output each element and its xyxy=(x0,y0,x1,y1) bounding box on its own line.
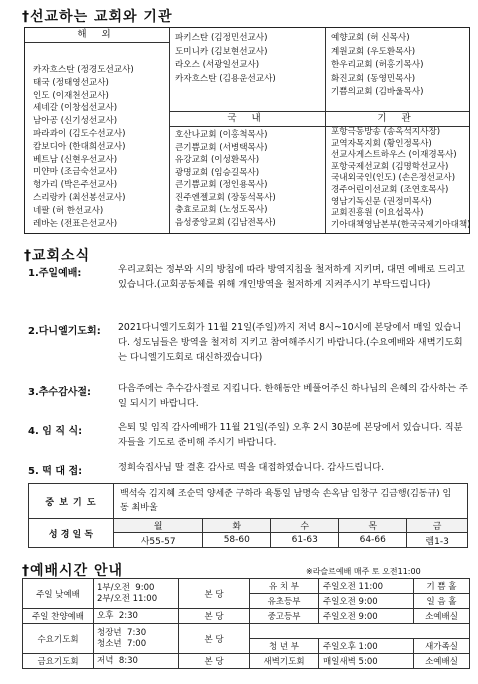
list-item: 남아공 (신기성선교사) xyxy=(33,116,118,127)
reading-label: 성 경 일 독 xyxy=(29,519,114,548)
chapter-mon: 사55-57 xyxy=(114,533,203,548)
list-item: 선교사게스트하우스 (이재경목사) xyxy=(331,150,457,161)
day-thu: 목 xyxy=(339,519,407,533)
list-item: 도미니카 (김보현선교사) xyxy=(175,46,268,57)
list-item: 태국 (정태영선교사) xyxy=(33,77,109,88)
list-item: 예향교회 (허 신목사) xyxy=(331,33,410,43)
list-item: 한우리교회 (허홍기목사) xyxy=(331,60,424,70)
schedule-left-time: 1부/오전 9:00 2부/오전 11:00 xyxy=(94,579,179,609)
schedule-table xyxy=(22,578,470,669)
schedule-right-time: 주일오후 1:00 xyxy=(319,639,414,654)
news-item-label: 4. 임 직 식: xyxy=(28,426,83,437)
chapter-tue: 58-60 xyxy=(203,533,271,548)
list-item: 레바논 (전표은선교사) xyxy=(33,218,118,229)
chapter-wed: 61-63 xyxy=(271,533,339,548)
schedule-right-name: 청 년 부 xyxy=(250,639,319,654)
list-item: 호산나교회 (이홍척목사) xyxy=(175,130,268,140)
schedule-left-time: 저녁 8:30 xyxy=(94,654,179,669)
list-item: 충효로교회 (노성도목사) xyxy=(175,205,268,215)
list-item: 카자흐스탄 (정경도선교사) xyxy=(33,65,134,75)
prayer-table xyxy=(28,483,468,548)
domestic-header: 국 내 xyxy=(169,111,325,127)
list-item: 큰기쁨교회 (서병택목사) xyxy=(175,142,268,153)
list-item: 미얀마 (조금숙선교사) xyxy=(33,167,118,178)
schedule-spacer xyxy=(250,624,470,639)
list-item: 포항극동방송 (송옥석지사장) xyxy=(331,127,441,137)
day-wed: 수 xyxy=(271,519,339,533)
schedule-right-name: 유초등부 xyxy=(250,594,319,609)
list-item: 인도 (이재천선교사) xyxy=(33,90,109,101)
overseas-header: 해 외 xyxy=(25,28,169,43)
news-item-label: 3.추수감사절: xyxy=(28,387,92,398)
schedule-left-place: 본 당 xyxy=(179,624,250,654)
list-item: 국내외국인(인도) (손은정선교사) xyxy=(331,173,456,184)
news-title: †교회소식 xyxy=(24,248,91,264)
list-item: 파키스탄 (김정민선교사) xyxy=(175,33,268,43)
day-mon: 월 xyxy=(114,519,203,533)
schedule-note: ※라슬르예배 매주 토 오전11:00 xyxy=(306,567,421,576)
schedule-right-place: 기 쁨 홀 xyxy=(414,579,470,594)
news-item-label: 1.주일예배: xyxy=(28,268,82,279)
schedule-left-time: 청장년 7:30 청소년 7:00 xyxy=(94,624,179,654)
list-item: 화진교회 (동영민목사) xyxy=(331,73,416,84)
schedule-left-name: 주일 찬양예배 xyxy=(23,609,94,624)
list-item: 세네갈 (이창섭선교사) xyxy=(33,103,118,114)
mission-table xyxy=(24,27,470,234)
news-item-text: 우리교회는 정부와 시의 방침에 따라 방역지침을 철저하게 지키며, 대면 예배로 드리고 있습니다.(교회공동체를 위해 개인방역을 철저하게 지켜주시기 부탁드립니다) xyxy=(118,264,465,290)
schedule-left-place: 본 당 xyxy=(179,609,250,624)
list-item: 기아대책영남본부(한국국제기아대책) xyxy=(331,219,471,230)
schedule-right-place: 소예배실 xyxy=(414,654,470,669)
list-item: 라오스 (서광일선교사) xyxy=(175,60,260,70)
schedule-left-place: 본 당 xyxy=(179,654,250,669)
list-item: 음성중앙교회 (김남전목사) xyxy=(175,217,276,228)
list-item: 계원교회 (우도환목사) xyxy=(331,46,416,57)
list-item: 캄보디아 (한대희선교사) xyxy=(33,141,126,152)
schedule-left-time: 오후 2:30 xyxy=(94,609,179,624)
list-item: 교역자목지회 (황인정목사) xyxy=(331,138,432,149)
schedule-right-name: 중고등부 xyxy=(250,609,319,624)
schedule-right-place: 소예배실 xyxy=(414,609,470,624)
schedule-right-time: 매일새벽 5:00 xyxy=(319,654,414,669)
schedule-right-time: 주일오전 9:00 xyxy=(319,609,414,624)
schedule-left-place: 본 당 xyxy=(179,579,250,609)
news-item-text: 다음주에는 추수감사절로 지킵니다. 한해동안 베풀어주신 하나님의 은혜의 감사하는 주일 되시기 바랍니다. xyxy=(118,383,468,409)
list-item: 파라과이 (김도수선교사) xyxy=(33,129,126,139)
schedule-right-place: 새가족실 xyxy=(414,639,470,654)
news-item-label: 2.다니엘기도회: xyxy=(28,326,101,337)
news-item-label: 5. 떡 대 접: xyxy=(28,466,83,477)
mission-title: †선교하는 교회와 기관 xyxy=(22,9,173,25)
list-item: 베트남 (신현우선교사) xyxy=(33,154,118,165)
schedule-left-name: 주일 낮예배 xyxy=(23,579,94,609)
list-item: 헝가리 (박은주선교사) xyxy=(33,180,118,191)
list-item: 교회진흥원 (이요섭목사) xyxy=(331,208,424,219)
list-item: 진주엔젤교회 (장동석목사) xyxy=(175,192,276,203)
news-item-text: 은퇴 및 임직 감사예배가 11월 21일(주일) 오후 2시 30분에 본당에서 있습니다. 직분자들을 기도로 준비해 주시기 바랍니다. xyxy=(118,422,463,448)
list-item: 스리랑카 (최선봉선교사) xyxy=(33,193,126,203)
day-fri: 금 xyxy=(407,519,468,533)
list-item: 경주어린이선교회 (조연호목사) xyxy=(331,185,449,195)
list-item: 네팔 (허 한선교사) xyxy=(33,205,104,216)
schedule-right-name: 유 치 부 xyxy=(250,579,319,594)
list-item: 기쁨의교회 (김바울목사) xyxy=(331,87,424,97)
schedule-left-name: 수요기도회 xyxy=(23,624,94,654)
news-item-text: 정희숙집사님 딸 결혼 감사로 떡을 대접하였습니다. 감사드립니다. xyxy=(118,462,385,473)
list-item: 유강교회 (이성환목사) xyxy=(175,155,260,165)
schedule-right-time: 주일오전 11:00 xyxy=(319,579,414,594)
prayer-names: 백석숙 김지혜 조순덕 양세준 구하라 육통일 남명숙 손옥남 임창구 김금행(김동규) 임 동 최바울 xyxy=(114,484,468,519)
list-item: 카자흐스탄 (김용운선교사) xyxy=(175,73,276,84)
org-header: 기 관 xyxy=(325,111,469,127)
chapter-fri: 렘1-3 xyxy=(407,533,468,548)
schedule-right-place: 일 음 홀 xyxy=(414,594,470,609)
schedule-left-name: 금요기도회 xyxy=(23,654,94,669)
list-item: 큰기쁨교회 (정인용목사) xyxy=(175,180,268,190)
day-tue: 화 xyxy=(203,519,271,533)
schedule-right-time: 주일오전 9:00 xyxy=(319,594,414,609)
news-item-text: 2021다니엘기도회가 11월 21일(주일)까지 저녁 8시~10시에 본당에서 매일 있습니다. 성도님들은 방역을 철저히 지키고 참여해주시기 바랍니다.(수요예배와 새벽기도회는 다니엘기도회로 대신하겠습니다) xyxy=(118,322,463,363)
schedule-right-name: 새벽기도회 xyxy=(250,654,319,669)
list-item: 영남기독신문 (권정미목사) xyxy=(331,196,432,207)
prayer-label: 중 보 기 도 xyxy=(29,484,114,519)
list-item: 광명교회 (임승길목사) xyxy=(175,167,260,178)
chapter-thu: 64-66 xyxy=(339,533,407,548)
schedule-title: †예배시간 안내 xyxy=(22,563,124,579)
list-item: 포항국제선교회 (김명학선교사) xyxy=(331,161,449,172)
